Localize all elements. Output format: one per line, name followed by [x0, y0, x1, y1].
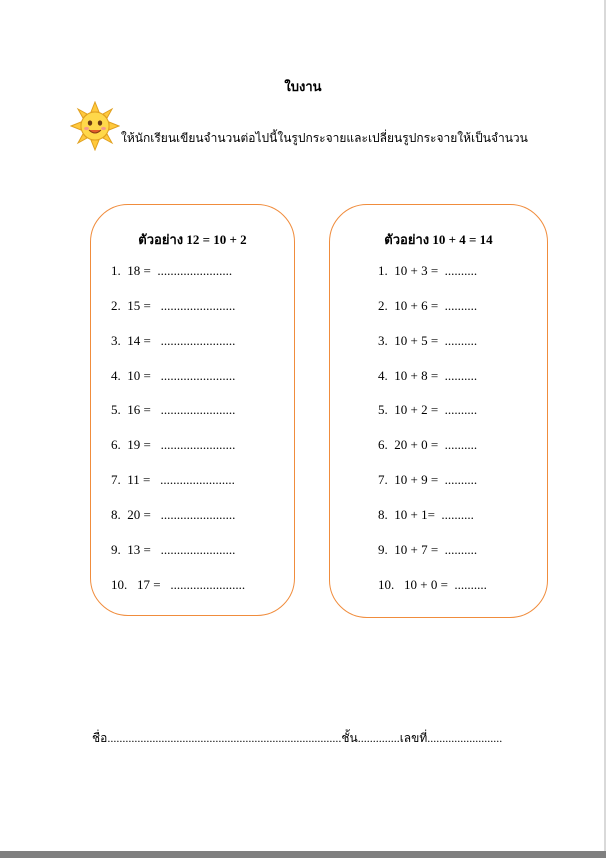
- name-class-number-line: ชื่อ..............................................................................ชั้น..............เลขที่.........................: [92, 731, 503, 745]
- left-item-8: 8. 20 = .......................: [111, 507, 236, 522]
- right-item-9: 9. 10 + 7 = ..........: [378, 542, 478, 557]
- right-item-5: 5. 10 + 2 = ..........: [378, 402, 478, 417]
- left-item-7: 7. 11 = .......................: [111, 472, 235, 487]
- page-bottom-bar: [0, 851, 606, 858]
- right-item-6: 6. 20 + 0 = ..........: [378, 437, 478, 452]
- smiling-sun-icon: [70, 101, 120, 151]
- right-example: ตัวอย่าง 10 + 4 = 14: [384, 232, 493, 247]
- left-item-3: 3. 14 = .......................: [111, 333, 236, 348]
- left-item-1: 1. 18 = .......................: [111, 263, 233, 278]
- right-item-3: 3. 10 + 5 = ..........: [378, 333, 478, 348]
- left-item-4: 4. 10 = .......................: [111, 368, 236, 383]
- left-item-6: 6. 19 = .......................: [111, 437, 236, 452]
- right-item-4: 4. 10 + 8 = ..........: [378, 368, 478, 383]
- right-item-2: 2. 10 + 6 = ..........: [378, 298, 478, 313]
- instruction-text: ให้นักเรียนเขียนจำนวนต่อไปนี้ในรูปกระจายและเปลี่ยนรูปกระจายให้เป็นจำนวน: [121, 131, 528, 145]
- right-item-10: 10. 10 + 0 = ..........: [378, 577, 487, 592]
- left-item-10: 10. 17 = .......................: [111, 577, 246, 592]
- page-title: ใบงาน: [284, 79, 322, 94]
- right-item-1: 1. 10 + 3 = ..........: [378, 263, 478, 278]
- combine-number-box: [329, 204, 548, 618]
- expand-number-box: [90, 204, 295, 616]
- left-item-5: 5. 16 = .......................: [111, 402, 236, 417]
- right-item-7: 7. 10 + 9 = ..........: [378, 472, 478, 487]
- left-example: ตัวอย่าง 12 = 10 + 2: [138, 232, 247, 247]
- left-item-9: 9. 13 = .......................: [111, 542, 236, 557]
- left-item-2: 2. 15 = .......................: [111, 298, 236, 313]
- right-item-8: 8. 10 + 1= ..........: [378, 507, 474, 522]
